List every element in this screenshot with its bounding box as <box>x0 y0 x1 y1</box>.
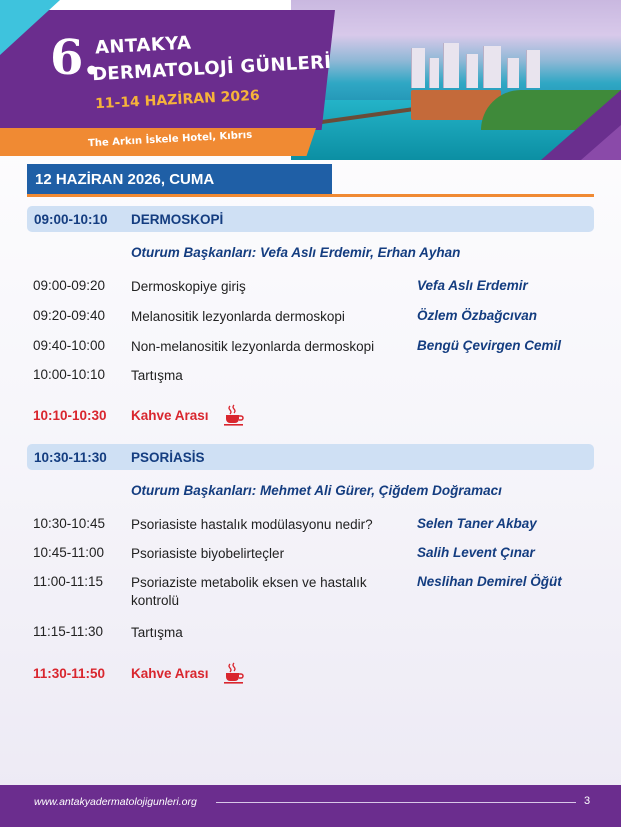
edition-number: 6. <box>50 30 101 86</box>
footer-divider <box>216 802 576 803</box>
talk-time: 10:00-10:10 <box>33 367 106 382</box>
session-chairs: Oturum Başkanları: Vefa Aslı Erdemir, Erhan Ayhan <box>131 245 461 260</box>
talk-time: 11:00-11:15 <box>33 574 104 589</box>
day-heading <box>27 164 332 194</box>
event-dates: 11-14 HAZİRAN 2026 <box>94 87 261 113</box>
talk-speaker: Neslihan Demirel Öğüt <box>417 574 562 589</box>
talk-title: Tartışma <box>131 625 183 640</box>
talk-speaker: Bengü Çevirgen Cemil <box>417 338 562 353</box>
talk-speaker: Özlem Özbağcıvan <box>417 308 538 323</box>
talk-time: 11:15-11:30 <box>33 624 104 639</box>
page-footer <box>0 785 621 827</box>
talk-time: 09:20-09:40 <box>33 308 106 323</box>
talk-title: Tartışma <box>131 368 183 383</box>
coffee-cup-icon <box>223 404 245 426</box>
session-name: DERMOSKOPİ <box>131 212 224 227</box>
day-label: 12 HAZİRAN 2026, CUMA <box>35 171 215 188</box>
break-label: Kahve Arası <box>131 408 209 423</box>
talk-speaker: Salih Levent Çınar <box>417 545 535 560</box>
talk-time: 09:00-09:20 <box>33 278 106 293</box>
talk-speaker: Selen Taner Akbay <box>417 516 537 531</box>
talk-title: Psoriasiste hastalık modülasyonu nedir? <box>131 517 373 532</box>
talk-title: Psoriasiste biyobelirteçler <box>131 546 285 561</box>
session-name: PSORİASİS <box>131 450 205 465</box>
event-venue: The Arkın İskele Hotel, Kıbrıs <box>87 129 253 150</box>
talk-time: 10:30-10:45 <box>33 516 106 531</box>
talk-title: Melanositik lezyonlarda dermoskopi <box>131 309 345 324</box>
day-divider <box>27 194 594 197</box>
talk-title: Non-melanositik lezyonlarda dermoskopi <box>131 339 375 354</box>
talk-time: 09:40-10:00 <box>33 338 106 353</box>
event-title-line2: DERMATOLOJİ GÜNLERİ <box>91 51 332 86</box>
event-header <box>0 0 621 165</box>
website-link[interactable]: www.antakyadermatolojigunleri.org <box>34 796 197 808</box>
session-header-dermoskopi <box>27 206 594 232</box>
talk-title: Dermoskopiye giriş <box>131 279 246 294</box>
break-time: 11:30-11:50 <box>33 666 106 681</box>
event-title-line1: ANTAKYA <box>94 32 192 59</box>
talk-time: 10:45-11:00 <box>33 545 105 560</box>
session-chairs: Oturum Başkanları: Mehmet Ali Gürer, Çiğdem Doğramacı <box>131 483 502 498</box>
session-time: 09:00-10:10 <box>34 212 108 227</box>
coffee-cup-icon <box>223 662 245 684</box>
talk-title: Psoriaziste metabolik eksen ve hastalık kontrolü <box>131 575 367 608</box>
session-header-psoriasis <box>27 444 594 470</box>
break-time: 10:10-10:30 <box>33 408 107 423</box>
session-time: 10:30-11:30 <box>34 450 107 465</box>
talk-speaker: Vefa Aslı Erdemir <box>417 278 528 293</box>
page-number: 3 <box>584 795 591 807</box>
hotel-photo <box>291 0 621 160</box>
break-label: Kahve Arası <box>131 666 209 681</box>
